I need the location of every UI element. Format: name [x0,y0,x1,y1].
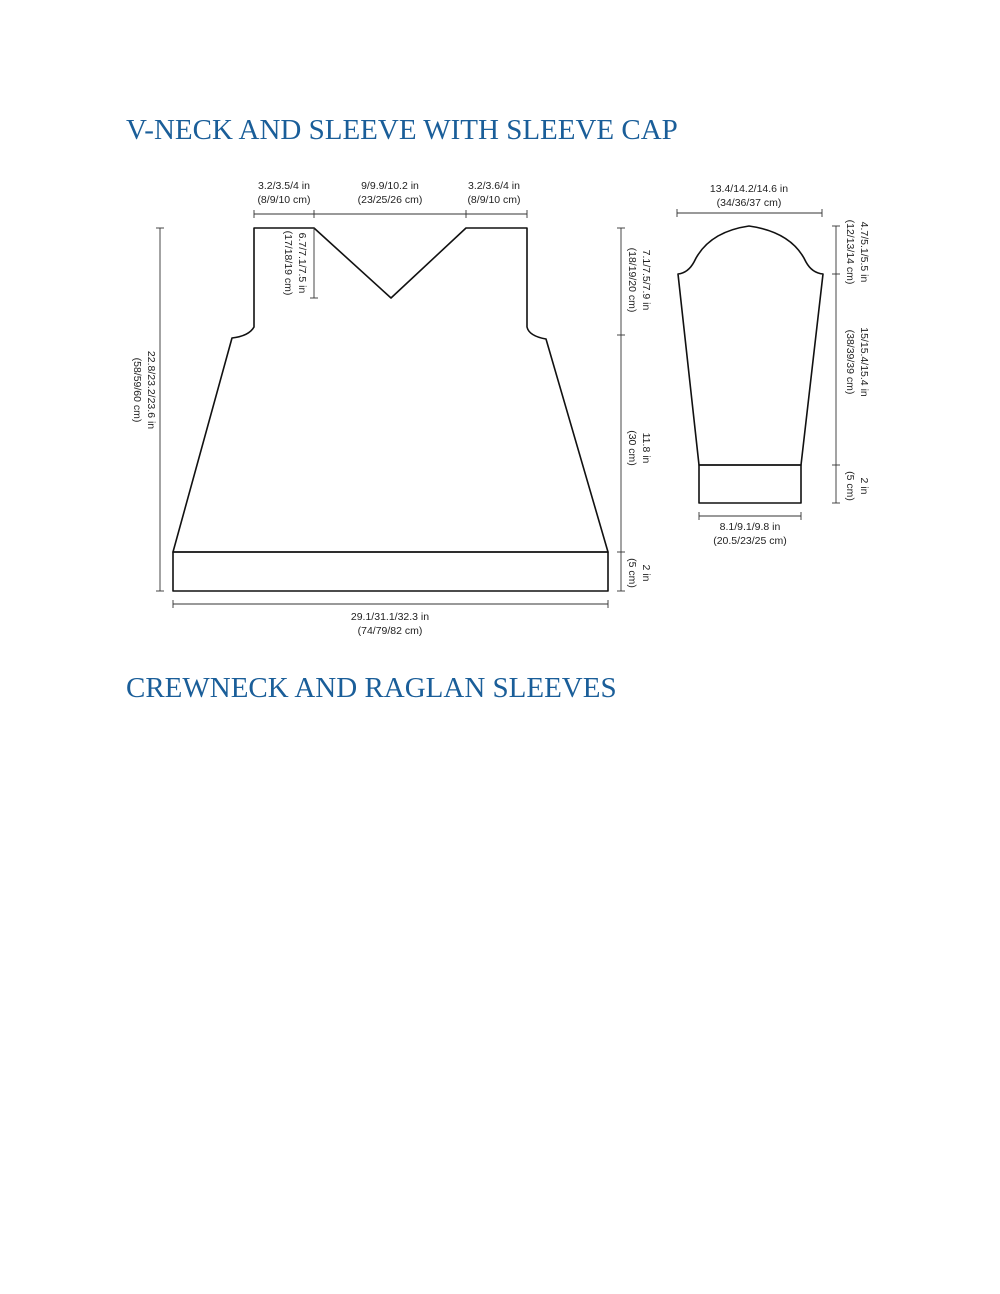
body-length-cm: (30 cm) [626,430,638,466]
sleeve-width-in: 13.4/14.2/14.6 in [709,183,789,195]
sleeve-outline [678,226,823,465]
body-length-label-cm [626,430,638,466]
cap-height-in: 4.7/5.1/5.5 in [858,221,870,283]
sleeve-cuff [699,465,801,503]
total-length-label-cm [131,358,143,423]
body-length-label [640,433,652,464]
neck-width-cm: (23/25/26 cm) [357,194,423,206]
total-length-cm: (58/59/60 cm) [131,357,143,423]
hem-depth-cm: (5 cm) [626,558,638,588]
hem-depth-label-cm [626,558,638,588]
total-length-in: 22.8/23.2/23.6 in [145,350,157,430]
cap-height-label-cm [844,220,856,285]
sleeve-length-label [858,327,870,397]
sleeve-length-cm: (38/39/39 cm) [844,329,856,395]
cap-height-cm: (12/13/14 cm) [844,219,856,285]
neck-depth-cm: (17/18/19 cm) [282,230,294,296]
shoulder-right-cm: (8/9/10 cm) [467,194,521,206]
hem-depth-label [640,565,652,582]
section-title-vneck: V-NECK AND SLEEVE WITH SLEEVE CAP [126,114,678,146]
sleeve-length-label-cm [844,330,856,395]
cuff-depth-label [858,478,870,495]
hem-width-cm: (74/79/82 cm) [357,625,423,637]
armhole-depth-in: 7.1/7.5/7.9 in [640,249,652,311]
neck-width-in: 9/9.9/10.2 in [361,180,419,192]
neck-depth-label-cm [282,231,294,296]
shoulder-left-in: 3.2/3.5/4 in [258,180,310,192]
cuff-depth-in: 2 in [858,477,870,495]
body-length-in: 11.8 in [640,432,652,464]
body-outline [173,228,608,552]
cuff-width-in: 8.1/9.1/9.8 in [719,521,781,533]
neck-depth-label [296,233,308,294]
shoulder-right-in: 3.2/3.6/4 in [468,180,520,192]
armhole-depth-cm: (18/19/20 cm) [626,247,638,313]
hem-depth-in: 2 in [640,564,652,582]
cuff-width-cm: (20.5/23/25 cm) [713,535,787,547]
cuff-depth-label-cm [844,471,856,501]
neck-depth-in: 6.7/7.1/7.5 in [296,232,308,294]
cap-height-label [858,222,870,283]
body-hem-band [173,552,608,591]
armhole-depth-label [640,250,652,311]
sleeve-width-cm: (34/36/37 cm) [716,197,782,209]
total-length-label [145,351,157,429]
cuff-depth-cm: (5 cm) [844,471,856,501]
section-title-crewneck: CREWNECK AND RAGLAN SLEEVES [126,672,617,704]
sleeve-length-in: 15/15.4/15.4 in [858,327,870,397]
hem-width-in: 29.1/31.1/32.3 in [350,611,430,623]
shoulder-left-cm: (8/9/10 cm) [257,194,311,206]
armhole-depth-label-cm [626,248,638,313]
